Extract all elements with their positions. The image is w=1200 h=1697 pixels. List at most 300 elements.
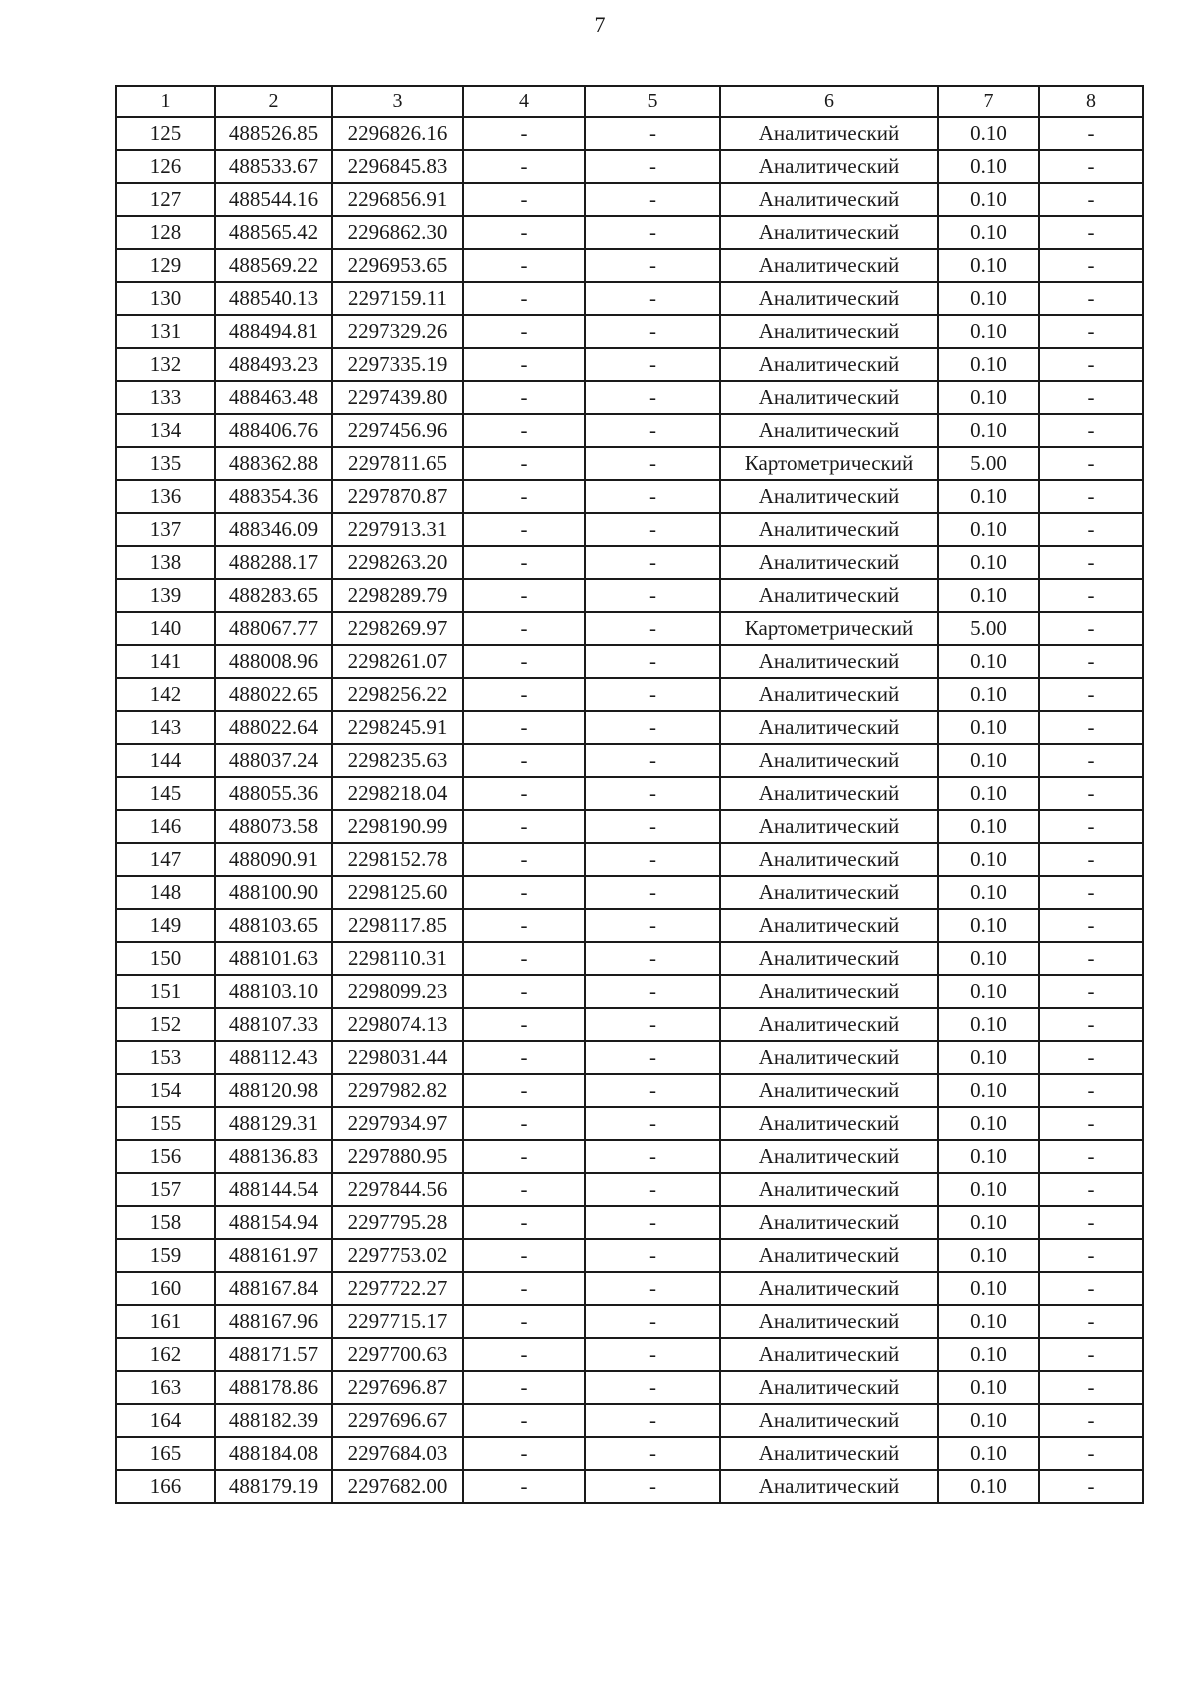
point-number-cell: 131 — [116, 315, 215, 348]
col5-cell: - — [585, 711, 720, 744]
table-row — [116, 381, 1143, 414]
col5-cell: - — [585, 414, 720, 447]
y-coordinate-cell: 2296826.16 — [332, 117, 463, 150]
y-coordinate-cell: 2298152.78 — [332, 843, 463, 876]
col5-cell: - — [585, 249, 720, 282]
accuracy-cell: 0.10 — [938, 381, 1039, 414]
column-header: 1 — [116, 86, 215, 117]
accuracy-cell: 0.10 — [938, 1371, 1039, 1404]
accuracy-cell: 0.10 — [938, 1272, 1039, 1305]
point-number-cell: 152 — [116, 1008, 215, 1041]
col5-cell: - — [585, 1107, 720, 1140]
column-header: 3 — [332, 86, 463, 117]
col4-cell: - — [463, 777, 585, 810]
method-cell: Аналитический — [720, 348, 938, 381]
method-cell: Аналитический — [720, 1008, 938, 1041]
accuracy-cell: 0.10 — [938, 942, 1039, 975]
table-row — [116, 1437, 1143, 1470]
page-number: 7 — [594, 12, 606, 37]
y-coordinate-cell: 2298269.97 — [332, 612, 463, 645]
x-coordinate-cell: 488055.36 — [215, 777, 332, 810]
method-cell: Аналитический — [720, 1338, 938, 1371]
x-coordinate-cell: 488167.84 — [215, 1272, 332, 1305]
method-cell: Аналитический — [720, 1437, 938, 1470]
col5-cell: - — [585, 777, 720, 810]
y-coordinate-cell: 2297870.87 — [332, 480, 463, 513]
col5-cell: - — [585, 612, 720, 645]
col8-cell: - — [1039, 117, 1143, 150]
col4-cell: - — [463, 1140, 585, 1173]
method-cell: Аналитический — [720, 1206, 938, 1239]
table-row — [116, 1206, 1143, 1239]
point-number-cell: 164 — [116, 1404, 215, 1437]
accuracy-cell: 0.10 — [938, 1107, 1039, 1140]
x-coordinate-cell: 488008.96 — [215, 645, 332, 678]
x-coordinate-cell: 488288.17 — [215, 546, 332, 579]
accuracy-cell: 0.10 — [938, 183, 1039, 216]
col4-cell: - — [463, 183, 585, 216]
col4-cell: - — [463, 1074, 585, 1107]
table-row — [116, 1008, 1143, 1041]
point-number-cell: 154 — [116, 1074, 215, 1107]
col5-cell: - — [585, 579, 720, 612]
accuracy-cell: 0.10 — [938, 579, 1039, 612]
col8-cell: - — [1039, 876, 1143, 909]
accuracy-cell: 0.10 — [938, 1305, 1039, 1338]
x-coordinate-cell: 488463.48 — [215, 381, 332, 414]
col8-cell: - — [1039, 1272, 1143, 1305]
table-row — [116, 546, 1143, 579]
col5-cell: - — [585, 645, 720, 678]
y-coordinate-cell: 2297715.17 — [332, 1305, 463, 1338]
col8-cell: - — [1039, 1338, 1143, 1371]
accuracy-cell: 0.10 — [938, 1437, 1039, 1470]
point-number-cell: 160 — [116, 1272, 215, 1305]
accuracy-cell: 0.10 — [938, 1008, 1039, 1041]
point-number-cell: 146 — [116, 810, 215, 843]
table-row — [116, 1338, 1143, 1371]
x-coordinate-cell: 488540.13 — [215, 282, 332, 315]
point-number-cell: 153 — [116, 1041, 215, 1074]
point-number-cell: 135 — [116, 447, 215, 480]
col5-cell: - — [585, 1404, 720, 1437]
accuracy-cell: 0.10 — [938, 876, 1039, 909]
point-number-cell: 155 — [116, 1107, 215, 1140]
method-cell: Аналитический — [720, 1470, 938, 1503]
col4-cell: - — [463, 1173, 585, 1206]
col4-cell: - — [463, 1272, 585, 1305]
accuracy-cell: 0.10 — [938, 315, 1039, 348]
table-row — [116, 1107, 1143, 1140]
col8-cell: - — [1039, 1371, 1143, 1404]
point-number-cell: 148 — [116, 876, 215, 909]
x-coordinate-cell: 488129.31 — [215, 1107, 332, 1140]
table-row — [116, 777, 1143, 810]
y-coordinate-cell: 2296856.91 — [332, 183, 463, 216]
col5-cell: - — [585, 447, 720, 480]
x-coordinate-cell: 488107.33 — [215, 1008, 332, 1041]
method-cell: Аналитический — [720, 1041, 938, 1074]
table-row — [116, 1041, 1143, 1074]
col5-cell: - — [585, 183, 720, 216]
col4-cell: - — [463, 414, 585, 447]
col4-cell: - — [463, 348, 585, 381]
method-cell: Аналитический — [720, 480, 938, 513]
table-row — [116, 315, 1143, 348]
accuracy-cell: 0.10 — [938, 1404, 1039, 1437]
x-coordinate-cell: 488182.39 — [215, 1404, 332, 1437]
accuracy-cell: 0.10 — [938, 150, 1039, 183]
method-cell: Аналитический — [720, 1239, 938, 1272]
method-cell: Аналитический — [720, 315, 938, 348]
y-coordinate-cell: 2298218.04 — [332, 777, 463, 810]
accuracy-cell: 0.10 — [938, 546, 1039, 579]
col8-cell: - — [1039, 1008, 1143, 1041]
y-coordinate-cell: 2297456.96 — [332, 414, 463, 447]
y-coordinate-cell: 2297753.02 — [332, 1239, 463, 1272]
col4-cell: - — [463, 1305, 585, 1338]
point-number-cell: 166 — [116, 1470, 215, 1503]
table-row — [116, 1140, 1143, 1173]
table-row — [116, 612, 1143, 645]
accuracy-cell: 0.10 — [938, 1470, 1039, 1503]
method-cell: Картометрический — [720, 447, 938, 480]
col4-cell: - — [463, 216, 585, 249]
col4-cell: - — [463, 876, 585, 909]
method-cell: Аналитический — [720, 876, 938, 909]
point-number-cell: 165 — [116, 1437, 215, 1470]
point-number-cell: 145 — [116, 777, 215, 810]
col5-cell: - — [585, 513, 720, 546]
x-coordinate-cell: 488154.94 — [215, 1206, 332, 1239]
col8-cell: - — [1039, 414, 1143, 447]
y-coordinate-cell: 2297696.67 — [332, 1404, 463, 1437]
x-coordinate-cell: 488184.08 — [215, 1437, 332, 1470]
accuracy-cell: 0.10 — [938, 843, 1039, 876]
col8-cell: - — [1039, 744, 1143, 777]
table-row — [116, 282, 1143, 315]
col8-cell: - — [1039, 1206, 1143, 1239]
col5-cell: - — [585, 117, 720, 150]
y-coordinate-cell: 2297684.03 — [332, 1437, 463, 1470]
point-number-cell: 142 — [116, 678, 215, 711]
table-body — [116, 117, 1143, 1503]
y-coordinate-cell: 2297329.26 — [332, 315, 463, 348]
method-cell: Аналитический — [720, 579, 938, 612]
method-cell: Аналитический — [720, 381, 938, 414]
method-cell: Аналитический — [720, 414, 938, 447]
point-number-cell: 136 — [116, 480, 215, 513]
table-row — [116, 579, 1143, 612]
point-number-cell: 134 — [116, 414, 215, 447]
col8-cell: - — [1039, 1173, 1143, 1206]
point-number-cell: 127 — [116, 183, 215, 216]
point-number-cell: 140 — [116, 612, 215, 645]
method-cell: Аналитический — [720, 1305, 938, 1338]
col5-cell: - — [585, 315, 720, 348]
y-coordinate-cell: 2298074.13 — [332, 1008, 463, 1041]
col4-cell: - — [463, 810, 585, 843]
point-number-cell: 132 — [116, 348, 215, 381]
col4-cell: - — [463, 1404, 585, 1437]
column-header: 7 — [938, 86, 1039, 117]
point-number-cell: 149 — [116, 909, 215, 942]
point-number-cell: 163 — [116, 1371, 215, 1404]
col8-cell: - — [1039, 249, 1143, 282]
y-coordinate-cell: 2298256.22 — [332, 678, 463, 711]
y-coordinate-cell: 2297159.11 — [332, 282, 463, 315]
x-coordinate-cell: 488103.10 — [215, 975, 332, 1008]
col5-cell: - — [585, 942, 720, 975]
col5-cell: - — [585, 1470, 720, 1503]
col5-cell: - — [585, 1008, 720, 1041]
point-number-cell: 137 — [116, 513, 215, 546]
table-row — [116, 150, 1143, 183]
table-row — [116, 216, 1143, 249]
col8-cell: - — [1039, 1239, 1143, 1272]
table-row — [116, 1470, 1143, 1503]
y-coordinate-cell: 2296953.65 — [332, 249, 463, 282]
x-coordinate-cell: 488565.42 — [215, 216, 332, 249]
accuracy-cell: 0.10 — [938, 1140, 1039, 1173]
accuracy-cell: 0.10 — [938, 216, 1039, 249]
y-coordinate-cell: 2297982.82 — [332, 1074, 463, 1107]
method-cell: Аналитический — [720, 942, 938, 975]
col5-cell: - — [585, 381, 720, 414]
col4-cell: - — [463, 678, 585, 711]
method-cell: Аналитический — [720, 1074, 938, 1107]
x-coordinate-cell: 488354.36 — [215, 480, 332, 513]
y-coordinate-cell: 2298245.91 — [332, 711, 463, 744]
y-coordinate-cell: 2297880.95 — [332, 1140, 463, 1173]
col4-cell: - — [463, 612, 585, 645]
point-number-cell: 161 — [116, 1305, 215, 1338]
col8-cell: - — [1039, 480, 1143, 513]
y-coordinate-cell: 2298125.60 — [332, 876, 463, 909]
method-cell: Аналитический — [720, 1404, 938, 1437]
table-row — [116, 1305, 1143, 1338]
col4-cell: - — [463, 249, 585, 282]
col5-cell: - — [585, 975, 720, 1008]
method-cell: Аналитический — [720, 150, 938, 183]
point-number-cell: 157 — [116, 1173, 215, 1206]
col8-cell: - — [1039, 282, 1143, 315]
method-cell: Аналитический — [720, 744, 938, 777]
accuracy-cell: 0.10 — [938, 414, 1039, 447]
x-coordinate-cell: 488090.91 — [215, 843, 332, 876]
table-row — [116, 447, 1143, 480]
accuracy-cell: 0.10 — [938, 645, 1039, 678]
col4-cell: - — [463, 1107, 585, 1140]
col5-cell: - — [585, 282, 720, 315]
table-row — [116, 645, 1143, 678]
table-row — [116, 909, 1143, 942]
point-number-cell: 162 — [116, 1338, 215, 1371]
table-row — [116, 1404, 1143, 1437]
col8-cell: - — [1039, 711, 1143, 744]
accuracy-cell: 0.10 — [938, 810, 1039, 843]
point-number-cell: 141 — [116, 645, 215, 678]
col8-cell: - — [1039, 1074, 1143, 1107]
accuracy-cell: 0.10 — [938, 117, 1039, 150]
col5-cell: - — [585, 876, 720, 909]
accuracy-cell: 0.10 — [938, 744, 1039, 777]
col8-cell: - — [1039, 381, 1143, 414]
y-coordinate-cell: 2297335.19 — [332, 348, 463, 381]
y-coordinate-cell: 2297696.87 — [332, 1371, 463, 1404]
accuracy-cell: 0.10 — [938, 480, 1039, 513]
table-row — [116, 711, 1143, 744]
point-number-cell: 147 — [116, 843, 215, 876]
method-cell: Аналитический — [720, 1272, 938, 1305]
method-cell: Аналитический — [720, 249, 938, 282]
x-coordinate-cell: 488283.65 — [215, 579, 332, 612]
accuracy-cell: 0.10 — [938, 249, 1039, 282]
accuracy-cell: 5.00 — [938, 612, 1039, 645]
accuracy-cell: 0.10 — [938, 1338, 1039, 1371]
col4-cell: - — [463, 1206, 585, 1239]
table-row — [116, 744, 1143, 777]
col8-cell: - — [1039, 975, 1143, 1008]
x-coordinate-cell: 488171.57 — [215, 1338, 332, 1371]
col8-cell: - — [1039, 447, 1143, 480]
table-row — [116, 1074, 1143, 1107]
table-row — [116, 810, 1143, 843]
point-number-cell: 138 — [116, 546, 215, 579]
y-coordinate-cell: 2297844.56 — [332, 1173, 463, 1206]
col8-cell: - — [1039, 942, 1143, 975]
table-row — [116, 183, 1143, 216]
point-number-cell: 129 — [116, 249, 215, 282]
col4-cell: - — [463, 909, 585, 942]
method-cell: Аналитический — [720, 1371, 938, 1404]
x-coordinate-cell: 488136.83 — [215, 1140, 332, 1173]
col5-cell: - — [585, 150, 720, 183]
col8-cell: - — [1039, 909, 1143, 942]
method-cell: Аналитический — [720, 909, 938, 942]
method-cell: Аналитический — [720, 216, 938, 249]
col8-cell: - — [1039, 777, 1143, 810]
col8-cell: - — [1039, 645, 1143, 678]
col4-cell: - — [463, 579, 585, 612]
x-coordinate-cell: 488144.54 — [215, 1173, 332, 1206]
col4-cell: - — [463, 1371, 585, 1404]
y-coordinate-cell: 2297439.80 — [332, 381, 463, 414]
col5-cell: - — [585, 1437, 720, 1470]
y-coordinate-cell: 2297795.28 — [332, 1206, 463, 1239]
col5-cell: - — [585, 1041, 720, 1074]
accuracy-cell: 0.10 — [938, 1074, 1039, 1107]
point-number-cell: 130 — [116, 282, 215, 315]
col8-cell: - — [1039, 843, 1143, 876]
col5-cell: - — [585, 1206, 720, 1239]
method-cell: Аналитический — [720, 810, 938, 843]
col5-cell: - — [585, 1338, 720, 1371]
col5-cell: - — [585, 1239, 720, 1272]
col8-cell: - — [1039, 1470, 1143, 1503]
accuracy-cell: 0.10 — [938, 909, 1039, 942]
col4-cell: - — [463, 546, 585, 579]
col8-cell: - — [1039, 1140, 1143, 1173]
point-number-cell: 156 — [116, 1140, 215, 1173]
x-coordinate-cell: 488101.63 — [215, 942, 332, 975]
col5-cell: - — [585, 1305, 720, 1338]
method-cell: Аналитический — [720, 1173, 938, 1206]
col8-cell: - — [1039, 810, 1143, 843]
col8-cell: - — [1039, 513, 1143, 546]
accuracy-cell: 0.10 — [938, 678, 1039, 711]
x-coordinate-cell: 488179.19 — [215, 1470, 332, 1503]
x-coordinate-cell: 488533.67 — [215, 150, 332, 183]
table-row — [116, 480, 1143, 513]
column-header: 8 — [1039, 86, 1143, 117]
method-cell: Аналитический — [720, 1107, 938, 1140]
col8-cell: - — [1039, 183, 1143, 216]
col4-cell: - — [463, 1470, 585, 1503]
x-coordinate-cell: 488167.96 — [215, 1305, 332, 1338]
x-coordinate-cell: 488362.88 — [215, 447, 332, 480]
y-coordinate-cell: 2297934.97 — [332, 1107, 463, 1140]
accuracy-cell: 0.10 — [938, 513, 1039, 546]
col8-cell: - — [1039, 1107, 1143, 1140]
y-coordinate-cell: 2297700.63 — [332, 1338, 463, 1371]
x-coordinate-cell: 488493.23 — [215, 348, 332, 381]
y-coordinate-cell: 2296862.30 — [332, 216, 463, 249]
accuracy-cell: 0.10 — [938, 282, 1039, 315]
method-cell: Аналитический — [720, 282, 938, 315]
col5-cell: - — [585, 744, 720, 777]
accuracy-cell: 0.10 — [938, 1239, 1039, 1272]
col8-cell: - — [1039, 1041, 1143, 1074]
col4-cell: - — [463, 480, 585, 513]
col4-cell: - — [463, 1239, 585, 1272]
table-row — [116, 117, 1143, 150]
method-cell: Аналитический — [720, 183, 938, 216]
col5-cell: - — [585, 810, 720, 843]
table-row — [116, 876, 1143, 909]
col4-cell: - — [463, 150, 585, 183]
y-coordinate-cell: 2297913.31 — [332, 513, 463, 546]
method-cell: Аналитический — [720, 117, 938, 150]
col4-cell: - — [463, 117, 585, 150]
table-row — [116, 942, 1143, 975]
point-number-cell: 125 — [116, 117, 215, 150]
col4-cell: - — [463, 1008, 585, 1041]
x-coordinate-cell: 488100.90 — [215, 876, 332, 909]
col8-cell: - — [1039, 1404, 1143, 1437]
table-header-row — [116, 86, 1143, 117]
y-coordinate-cell: 2298110.31 — [332, 942, 463, 975]
table-row — [116, 1239, 1143, 1272]
table-row — [116, 1272, 1143, 1305]
method-cell: Аналитический — [720, 975, 938, 1008]
col8-cell: - — [1039, 1437, 1143, 1470]
col4-cell: - — [463, 1437, 585, 1470]
col5-cell: - — [585, 678, 720, 711]
x-coordinate-cell: 488067.77 — [215, 612, 332, 645]
method-cell: Аналитический — [720, 843, 938, 876]
x-coordinate-cell: 488526.85 — [215, 117, 332, 150]
coordinates-table — [115, 85, 1144, 1504]
column-header: 2 — [215, 86, 332, 117]
col4-cell: - — [463, 975, 585, 1008]
table-row — [116, 348, 1143, 381]
point-number-cell: 158 — [116, 1206, 215, 1239]
col5-cell: - — [585, 1173, 720, 1206]
x-coordinate-cell: 488569.22 — [215, 249, 332, 282]
x-coordinate-cell: 488112.43 — [215, 1041, 332, 1074]
method-cell: Картометрический — [720, 612, 938, 645]
